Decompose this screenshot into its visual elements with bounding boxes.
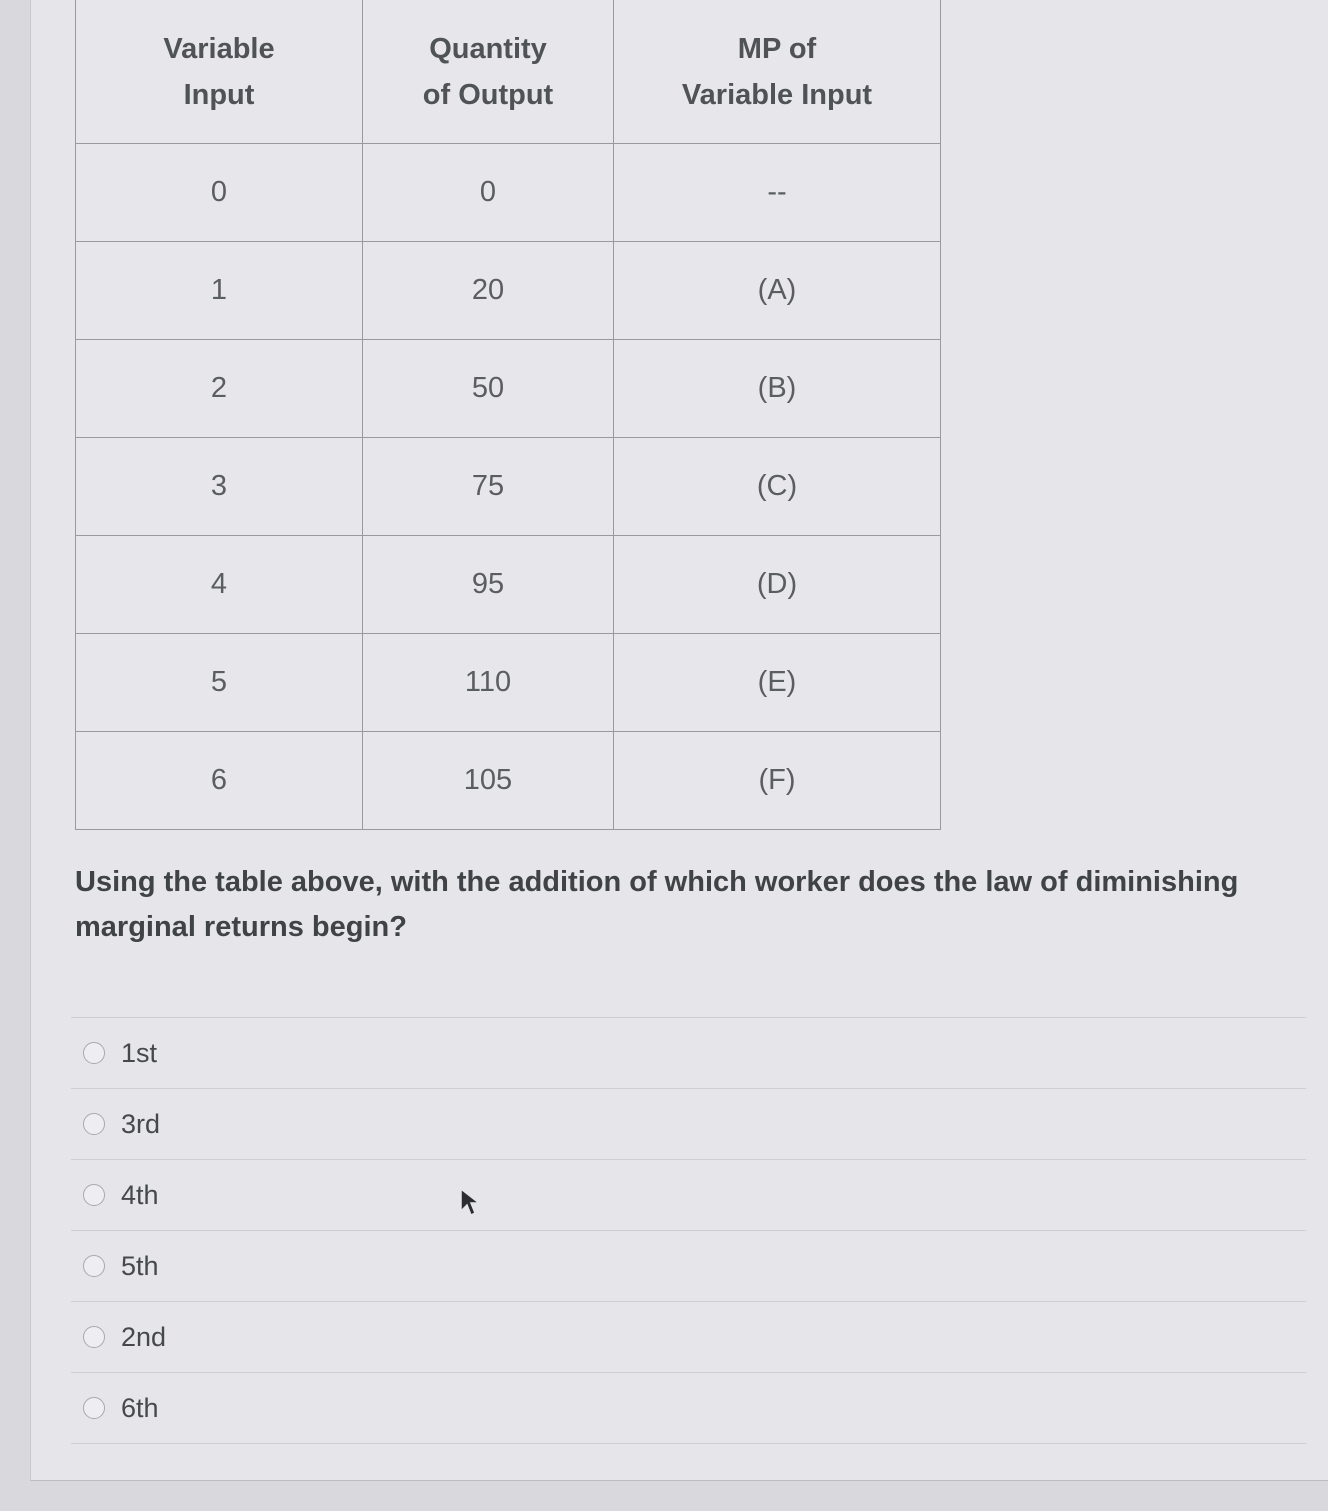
cell-mp: (C) bbox=[614, 438, 941, 536]
cell-mp: -- bbox=[614, 144, 941, 242]
radio-button[interactable] bbox=[83, 1042, 105, 1064]
cell-output: 95 bbox=[363, 536, 614, 634]
cell-mp: (E) bbox=[614, 634, 941, 732]
cell-input: 5 bbox=[76, 634, 363, 732]
cell-mp: (B) bbox=[614, 340, 941, 438]
choice-1st[interactable] bbox=[71, 1018, 1306, 1089]
choice-2nd[interactable] bbox=[71, 1302, 1306, 1373]
question-page bbox=[30, 0, 1328, 1481]
cell-output: 50 bbox=[363, 340, 614, 438]
cell-output: 110 bbox=[363, 634, 614, 732]
choice-label: 2nd bbox=[121, 1321, 167, 1352]
choice-4th[interactable] bbox=[71, 1160, 1306, 1231]
table-row bbox=[76, 732, 941, 830]
cell-input: 6 bbox=[76, 732, 363, 830]
radio-button[interactable] bbox=[83, 1184, 105, 1206]
cell-input: 4 bbox=[76, 536, 363, 634]
table-row bbox=[76, 242, 941, 340]
cell-output: 20 bbox=[363, 242, 614, 340]
radio-button[interactable] bbox=[83, 1255, 105, 1277]
cell-output: 0 bbox=[363, 144, 614, 242]
answer-choices bbox=[71, 1017, 1306, 1444]
table-row bbox=[76, 634, 941, 732]
cell-input: 2 bbox=[76, 340, 363, 438]
table-row bbox=[76, 340, 941, 438]
cell-input: 3 bbox=[76, 438, 363, 536]
choice-label: 5th bbox=[121, 1250, 159, 1281]
choice-label: 3rd bbox=[121, 1108, 161, 1139]
question-text: Using the table above, with the addition of which worker does the law of diminishing marginal returns begin? bbox=[75, 866, 1239, 943]
cell-input: 1 bbox=[76, 242, 363, 340]
header-variable-input: Variable Input bbox=[76, 0, 363, 144]
cell-input: 0 bbox=[76, 144, 363, 242]
cell-mp: (F) bbox=[614, 732, 941, 830]
cell-output: 105 bbox=[363, 732, 614, 830]
table-row bbox=[76, 536, 941, 634]
choice-label: 6th bbox=[121, 1392, 159, 1423]
header-quantity-output: Quantity of Output bbox=[363, 0, 614, 144]
table-header-row bbox=[76, 0, 941, 144]
choice-6th[interactable] bbox=[71, 1373, 1306, 1444]
cell-mp: (D) bbox=[614, 536, 941, 634]
cell-mp: (A) bbox=[614, 242, 941, 340]
cell-output: 75 bbox=[363, 438, 614, 536]
choice-label: 4th bbox=[121, 1179, 159, 1210]
table-row bbox=[76, 144, 941, 242]
production-table bbox=[75, 0, 941, 830]
mouse-pointer-icon bbox=[459, 1187, 481, 1219]
radio-button[interactable] bbox=[83, 1113, 105, 1135]
table-row bbox=[76, 438, 941, 536]
choice-3rd[interactable] bbox=[71, 1089, 1306, 1160]
header-mp-variable-input: MP of Variable Input bbox=[614, 0, 941, 144]
choice-label: 1st bbox=[121, 1037, 158, 1068]
radio-button[interactable] bbox=[83, 1397, 105, 1419]
choice-5th[interactable] bbox=[71, 1231, 1306, 1302]
radio-button[interactable] bbox=[83, 1326, 105, 1348]
